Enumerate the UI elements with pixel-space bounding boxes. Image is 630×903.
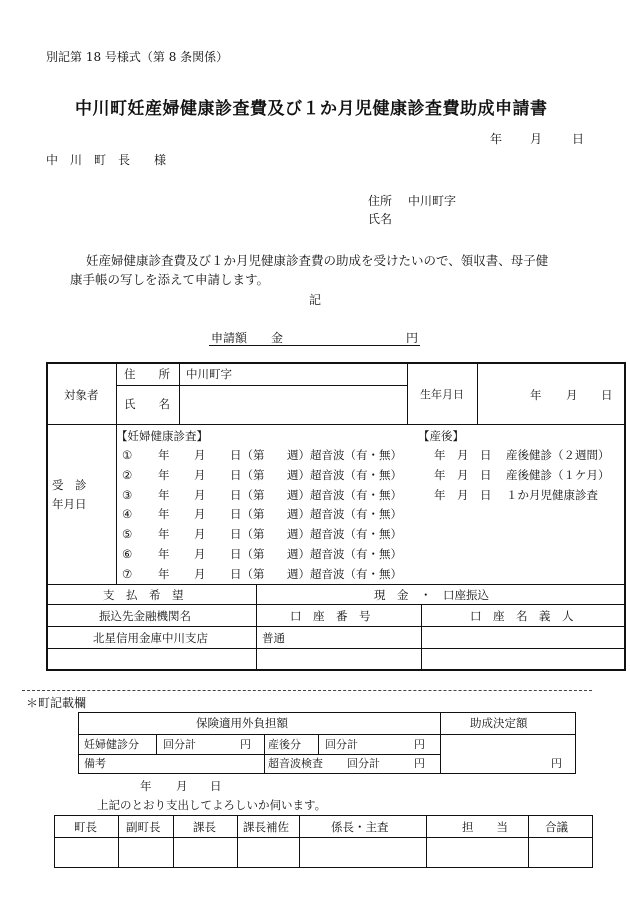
body-text-line1: 妊産婦健康診査費及び１か月児健康診査費の助成を受けたいので、領収書、母子健 xyxy=(86,253,549,268)
pregnancy-row-4-no: ④ xyxy=(122,507,133,522)
pregnancy-row-7-w: 週）超音波（有・無） xyxy=(287,566,402,581)
pregnancy-row-5-w: 週）超音波（有・無） xyxy=(287,527,402,542)
pregnancy-row-4-w: 週）超音波（有・無） xyxy=(287,507,402,522)
pregnancy-row-6-d: 日（第 xyxy=(230,547,265,561)
birth-label: 生年月日 xyxy=(420,388,464,401)
ultra-count-label: 回分計 xyxy=(347,757,380,770)
note-label: 備考 xyxy=(84,757,106,770)
approval-col-assistant: 課長補佐 xyxy=(243,820,289,834)
pregnancy-row-5-no: ⑤ xyxy=(122,527,133,542)
approval-col-staff: 係長・主査 xyxy=(331,820,389,834)
postpartum-row-3-desc: １か月児健康診査 xyxy=(506,487,598,502)
approval-text: 上記のとおり支出してよろしいか伺います。 xyxy=(97,798,327,812)
address-label: 住 所 xyxy=(124,367,170,381)
pregnancy-row-7-d: 日（第 xyxy=(230,566,265,581)
applicant-address-value: 中川町字 xyxy=(408,194,457,208)
date-year: 年 xyxy=(490,132,503,146)
pregnancy-row-3-w: 週）超音波（有・無） xyxy=(287,487,402,502)
office-date-year: 年 xyxy=(140,779,152,793)
pregnancy-row-7-no: ⑦ xyxy=(122,566,133,581)
pregnancy-row-5-d: 日（第 xyxy=(230,527,265,542)
body-text-line2: 康手帳の写しを添えて申請します。 xyxy=(70,272,270,287)
visit-label-2: 年月日 xyxy=(52,497,87,511)
name-label: 氏 名 xyxy=(124,397,170,411)
amount-unit: 円 xyxy=(406,331,419,345)
post-yen: 円 xyxy=(414,738,425,751)
pregnancy-row-2-d: 日（第 xyxy=(230,467,265,482)
pregnancy-row-5-m: 月 xyxy=(194,527,206,542)
form-number: 別記第 18 号様式（第 8 条関係） xyxy=(46,50,229,64)
pregnancy-row-1-y: 年 xyxy=(158,448,170,462)
pregnancy-row-4-y: 年 xyxy=(158,507,170,522)
post-count-label: 回分計 xyxy=(325,738,358,751)
pregnancy-row-3-d: 日（第 xyxy=(230,487,265,502)
pregnancy-row-1-no: ① xyxy=(122,448,133,462)
birth-year: 年 xyxy=(530,388,542,402)
subject-label: 対象者 xyxy=(64,388,99,402)
pregnancy-row-4-m: 月 xyxy=(194,507,206,522)
applicant-name-label: 氏名 xyxy=(368,212,393,226)
addressee: 中 川 町 長 様 xyxy=(46,153,167,167)
birth-month: 月 xyxy=(566,388,578,402)
postpartum-row-2-desc: 産後健診（１ケ月） xyxy=(506,467,610,482)
pregnancy-row-2-w: 週）超音波（有・無） xyxy=(287,467,402,482)
address-value: 中川町字 xyxy=(186,367,232,381)
postpartum-row-1-ymd: 年 月 日 xyxy=(434,448,492,462)
office-heading: ＊町記載欄 xyxy=(26,696,87,710)
subsidy-header: 助成決定額 xyxy=(470,716,528,730)
bank-label: 振込先金融機関名 xyxy=(99,609,191,623)
pregnancy-row-6-m: 月 xyxy=(194,547,206,561)
amount-label: 申請額 金 xyxy=(211,331,284,345)
payment-label: 支 払 希 望 xyxy=(103,588,184,602)
birth-day: 日 xyxy=(601,388,613,402)
pregnancy-row-1-d: 日（第 xyxy=(230,448,265,462)
pregnancy-row-6-y: 年 xyxy=(158,547,170,561)
pregnancy-row-2-no: ② xyxy=(122,467,133,482)
page-title: 中川町妊産婦健康診査費及び１か月児健康診査費助成申請書 xyxy=(75,99,548,119)
post-label: 産後分 xyxy=(268,738,301,751)
account-type: 普通 xyxy=(262,631,285,645)
dashed-separator xyxy=(22,690,592,691)
postpartum-header: 【産後】 xyxy=(418,429,464,443)
pregnancy-row-6-no: ⑥ xyxy=(122,547,133,561)
account-no-label: 口 座 番 号 xyxy=(290,609,371,623)
postpartum-row-2-ymd: 年 月 日 xyxy=(434,467,492,482)
pregnancy-row-2-y: 年 xyxy=(158,467,170,482)
approval-col-charge: 担 当 xyxy=(462,820,508,834)
pregnancy-row-3-no: ③ xyxy=(122,487,133,502)
amount-underline xyxy=(209,345,420,346)
postpartum-row-1-desc: 産後健診（２週間） xyxy=(506,448,610,462)
visit-label-1: 受 診 xyxy=(52,478,87,492)
approval-col-mayor: 町長 xyxy=(74,820,97,834)
applicant-address-label: 住所 xyxy=(368,194,393,208)
account-holder-label: 口 座 名 義 人 xyxy=(470,609,574,623)
date-day: 日 xyxy=(572,132,585,146)
pregnancy-row-6-w: 週）超音波（有・無） xyxy=(287,547,402,561)
pregnancy-row-7-m: 月 xyxy=(194,566,206,581)
date-month: 月 xyxy=(530,132,543,146)
pregnancy-row-3-m: 月 xyxy=(194,487,206,502)
pregnancy-row-4-d: 日（第 xyxy=(230,507,265,522)
pregnancy-row-1-w: 週）超音波（有・無） xyxy=(287,448,402,462)
preg-count-label: 回分計 xyxy=(163,738,196,751)
ultra-yen: 円 xyxy=(414,757,425,770)
ultra-label: 超音波検査 xyxy=(268,757,323,770)
office-date-month: 月 xyxy=(176,779,188,793)
preg-yen: 円 xyxy=(240,738,251,751)
pregnancy-row-2-m: 月 xyxy=(194,467,206,482)
ki-label: 記 xyxy=(309,293,322,307)
pregnancy-row-7-y: 年 xyxy=(158,566,170,581)
bank-value: 北星信用金庫中川支店 xyxy=(93,631,208,645)
preg-label: 妊婦健診分 xyxy=(84,738,139,751)
pregnancy-row-3-y: 年 xyxy=(158,487,170,502)
payment-value: 現 金 ・ 口座振込 xyxy=(374,588,489,602)
approval-col-chief: 課長 xyxy=(193,820,216,834)
pregnancy-row-5-y: 年 xyxy=(158,527,170,542)
office-date-day: 日 xyxy=(210,779,222,793)
pregnancy-header: 【妊婦健康診査】 xyxy=(116,429,208,443)
approval-col-deputy: 副町長 xyxy=(126,820,161,834)
insurance-header: 保険適用外負担額 xyxy=(196,716,288,730)
postpartum-row-3-ymd: 年 月 日 xyxy=(434,487,492,502)
subsidy-yen: 円 xyxy=(551,757,562,770)
approval-col-consult: 合議 xyxy=(545,820,568,834)
pregnancy-row-1-m: 月 xyxy=(194,448,206,462)
